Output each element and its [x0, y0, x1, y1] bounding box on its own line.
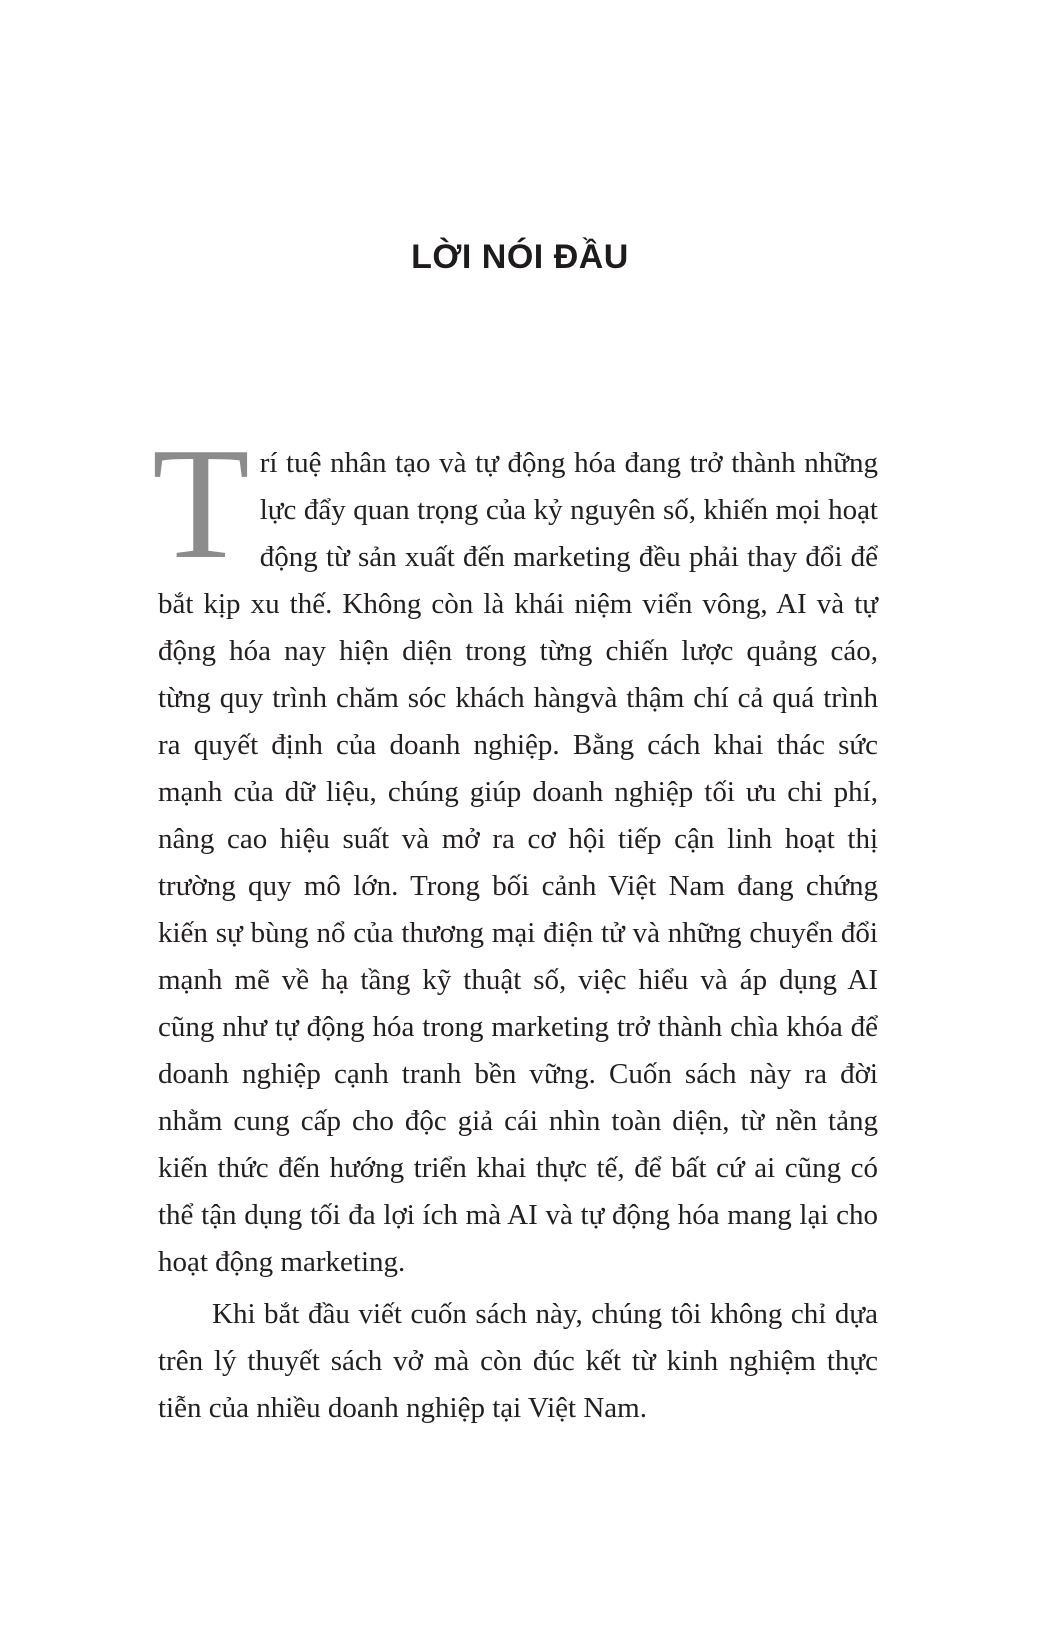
drop-cap: T [152, 414, 250, 592]
body-text [152, 414, 878, 1432]
paragraph-2: Khi bắt đầu viết cuốn sách này, chúng tôi không chỉ dựa trên lý thuyết sách vở mà còn đúc kết từ kinh nghiệm thực tiễn của nhiều doanh nghiệp tại Việt Nam. [158, 1298, 878, 1424]
paragraph-1 [152, 414, 878, 1286]
page-title: LỜI NÓI ĐẦU [411, 238, 629, 276]
paragraph-1-text: rí tuệ nhân tạo và tự động hóa đang trở thành những lực đẩy quan trọng của kỷ nguyên số, khiến mọi hoạt động từ sản xuất đến marketing đều phải thay đổi để bắt kịp xu thế. Không còn là khái niệm viển vông, AI và tự động hóa nay hiện diện trong từng chiến lược quảng cáo, từng quy trình chăm sóc khách hàngvà thậm chí cả quá trình ra quyết định của doanh nghiệp. Bằng cách khai thác sức mạnh của dữ liệu, chúng giúp doanh nghiệp tối ưu chi phí, nâng cao hiệu suất và mở ra cơ hội tiếp cận linh hoạt thị trường quy mô lớn. Trong bối cảnh Việt Nam đang chứng kiến sự bùng nổ của thương mại điện tử và những chuyển đổi mạnh mẽ về hạ tầng kỹ thuật số, việc hiểu và áp dụng AI cũng như tự động hóa trong marketing trở thành chìa khóa để doanh nghiệp cạnh tranh bền vững. Cuốn sách này ra đời nhằm cung cấp cho độc giả cái nhìn toàn diện, từ nền tảng kiến thức đến hướng triển khai thực tế, để bất cứ ai cũng có thể tận dụng tối đa lợi ích mà AI và tự động hóa mang lại cho hoạt động marketing. [158, 447, 878, 1278]
